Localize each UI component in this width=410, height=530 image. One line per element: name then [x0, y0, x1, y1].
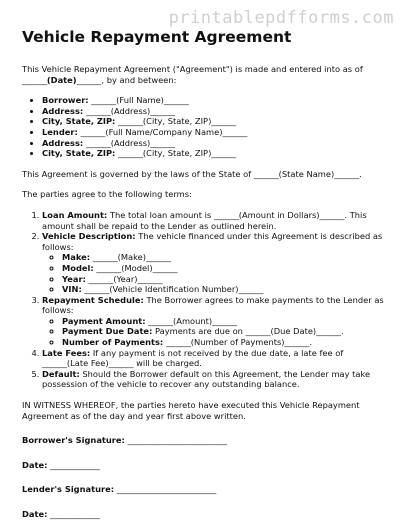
parties-list	[22, 95, 392, 159]
detail-value: ______(Amount)______	[148, 315, 238, 326]
list-item	[62, 337, 392, 348]
list-item	[62, 263, 392, 274]
detail-label: Year:	[62, 273, 86, 284]
detail-label: Payment Amount:	[62, 315, 146, 326]
date-label: Date:	[22, 509, 48, 519]
watermark-logo: printablepdfforms.com	[168, 8, 394, 28]
term-label: Repayment Schedule:	[42, 294, 144, 305]
party-value: ______(City, State, ZIP)______	[118, 148, 237, 159]
intro-date-prefix: ______	[22, 74, 47, 85]
term-text: The Borrower agrees to make payments to the Lender as follows:	[42, 294, 384, 316]
detail-label: Number of Payments:	[62, 337, 164, 348]
intro-paragraph	[22, 64, 392, 85]
party-label: Address:	[42, 105, 84, 116]
intro-text: This Vehicle Repayment Agreement ("Agreement") is made and entered into as of	[22, 64, 363, 74]
list-item	[62, 284, 392, 295]
terms-intro: The parties agree to the following terms:	[22, 189, 192, 200]
list-item	[62, 274, 392, 285]
list-item	[62, 252, 392, 263]
party-value: ______(Full Name)______	[91, 95, 189, 106]
party-label: Lender:	[42, 126, 78, 137]
detail-label: Payment Due Date:	[62, 326, 153, 337]
list-item	[62, 316, 392, 327]
lender-signature-row	[22, 484, 392, 495]
party-label: City, State, ZIP:	[42, 148, 116, 159]
detail-label: Model:	[62, 262, 94, 273]
list-item	[42, 95, 392, 106]
party-label: Address:	[42, 137, 84, 148]
detail-value: ______(Number of Payments)______.	[165, 337, 313, 348]
term-text: The total loan amount is ______(Amount in Dollars)______. This amount shall be repaid to the Lender as outlined herein.	[42, 209, 367, 231]
term-label: Default:	[42, 368, 80, 379]
signature-label: Borrower's Signature:	[22, 435, 125, 446]
date-line: ____________	[50, 459, 100, 470]
detail-value: ______(Year)______	[88, 273, 163, 284]
detail-label: Make:	[62, 252, 91, 263]
intro-date-label: (Date)	[46, 74, 77, 85]
list-item	[42, 148, 392, 159]
detail-value: ______(Make)______	[92, 252, 171, 263]
party-label: City, State, ZIP:	[42, 116, 116, 127]
party-value: ______(City, State, ZIP)______	[118, 116, 237, 127]
list-item	[42, 127, 392, 138]
witness-paragraph: IN WITNESS WHEREOF, the parties hereto have executed this Vehicle Repayment Agreement as of the day and year first above written.	[22, 400, 360, 421]
party-value: ______(Address)______	[85, 105, 176, 116]
signature-label: Lender's Signature:	[22, 484, 115, 495]
term-text: If any payment is not received by the due date, a late fee of ______(Late Fee)______ will be charged.	[42, 347, 344, 369]
document-page	[22, 28, 392, 529]
party-value: ______(Full Name/Company Name)______	[80, 126, 248, 137]
party-label: Borrower:	[42, 95, 89, 106]
term-text: The vehicle financed under this Agreement is described as follows:	[42, 231, 383, 252]
document-title: Vehicle Repayment Agreement	[22, 28, 292, 46]
list-item	[42, 116, 392, 127]
list-item	[42, 138, 392, 149]
party-value: ______(Address)______	[85, 137, 176, 148]
term-label: Late Fees:	[42, 347, 91, 358]
schedule-details-list	[42, 316, 392, 348]
lender-date-row	[22, 509, 392, 520]
signature-line: ________________________	[127, 435, 228, 446]
signature-line: ________________________	[116, 484, 217, 495]
borrower-signature-row	[22, 435, 392, 446]
term-default	[42, 369, 392, 390]
term-label: Vehicle Description:	[42, 231, 136, 242]
term-text: Should the Borrower default on this Agreement, the Lender may take possession of the vehicle to recover any outstanding balance.	[42, 368, 371, 390]
vehicle-details-list	[42, 252, 392, 294]
detail-label: VIN:	[62, 284, 82, 295]
term-late-fees	[42, 348, 392, 369]
intro-date-suffix: ______, by and between:	[76, 74, 177, 85]
term-repayment-schedule	[42, 295, 392, 348]
governing-law: This Agreement is governed by the laws of the State of ______(State Name)______.	[22, 168, 362, 179]
detail-value: ______(Model)______	[96, 262, 178, 273]
terms-list	[22, 210, 392, 390]
date-line: ____________	[50, 509, 100, 519]
detail-value: ______(Vehicle Identification Number)______	[84, 284, 264, 295]
term-label: Loan Amount:	[42, 209, 108, 220]
term-vehicle-description	[42, 231, 392, 295]
list-item	[62, 326, 392, 337]
list-item	[42, 106, 392, 117]
detail-value: Payments are due on ______(Due Date)______.	[155, 326, 344, 337]
borrower-date-row	[22, 460, 392, 471]
term-loan-amount	[42, 210, 392, 231]
date-label: Date:	[22, 459, 48, 470]
